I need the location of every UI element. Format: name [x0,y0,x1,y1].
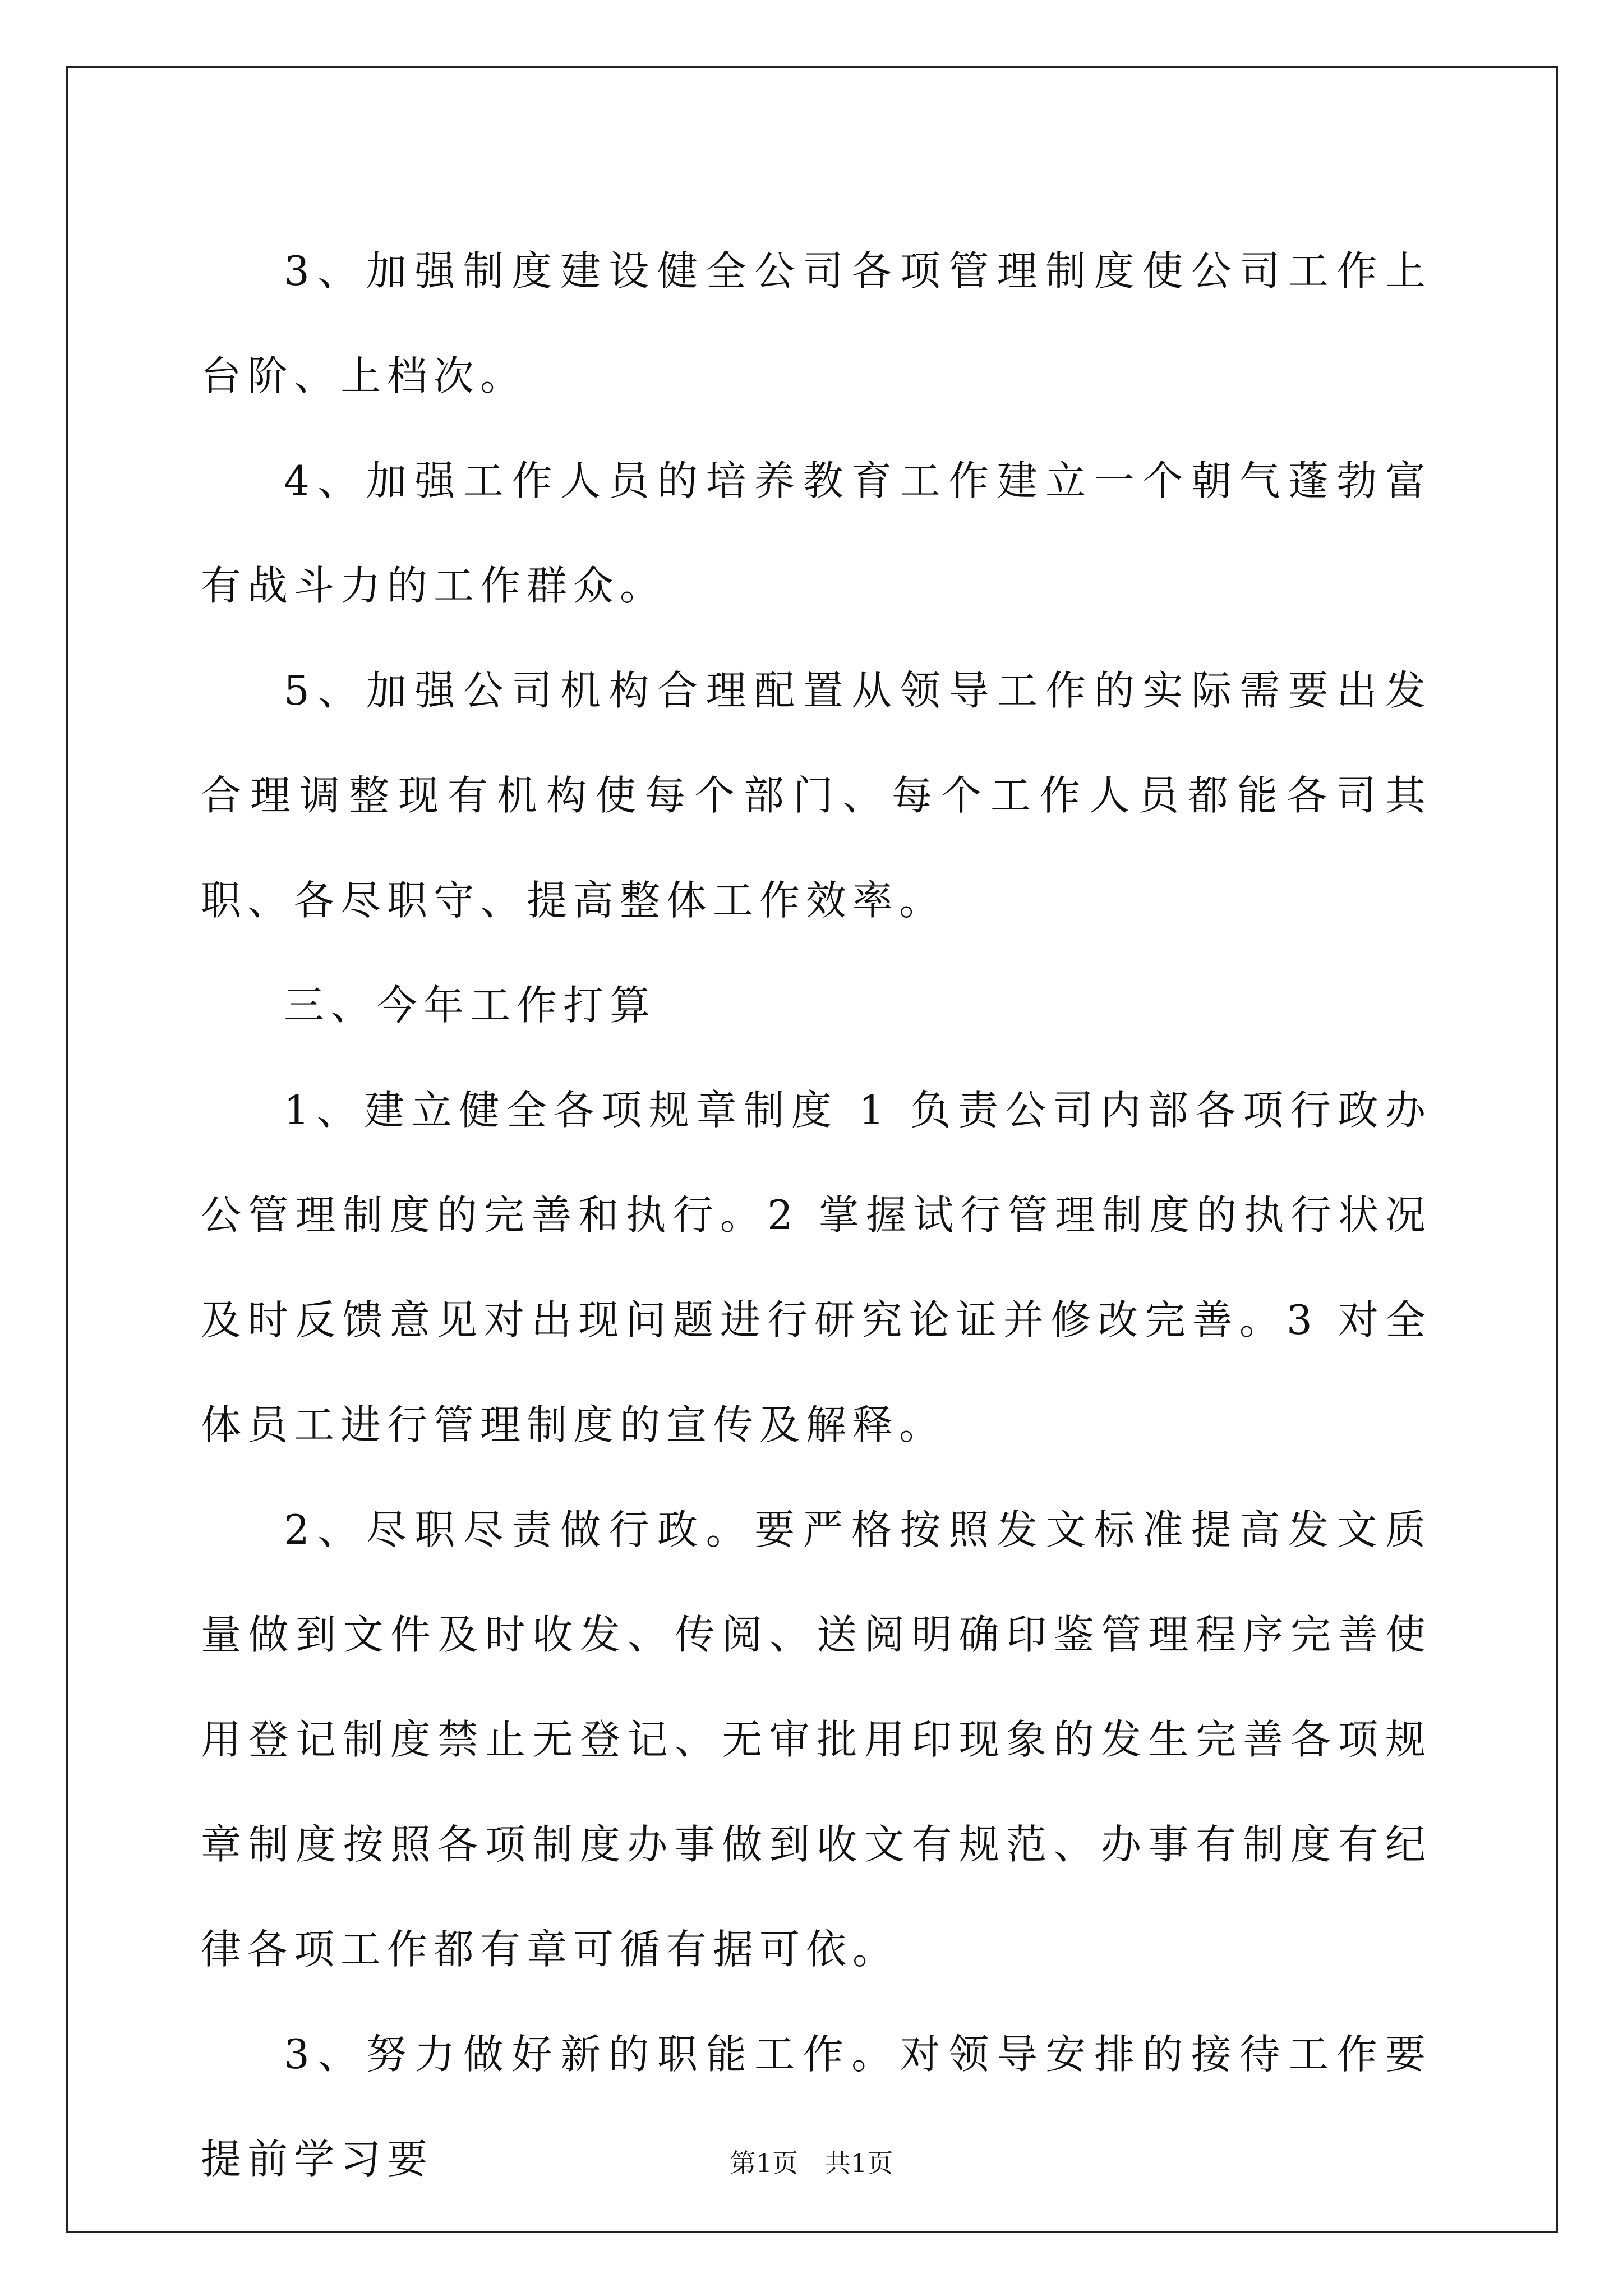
paragraph: 5、加强公司机构合理配置从领导工作的实际需要出发合理调整现有机构使每个部门、每个工作人员都能各司其职、各尽职守、提高整体工作效率。 [201,667,1432,924]
page-footer [0,2143,1623,2180]
page-number: 第1页 [730,2148,798,2178]
section-heading: 三、今年工作打算 [284,982,657,1029]
page-total: 共1页 [825,2148,893,2178]
document-body [201,219,1432,2212]
paragraph: 4、加强工作人员的培养教育工作建立一个朝气蓬勃富有战斗力的工作群众。 [201,457,1432,609]
paragraph: 3、加强制度建设健全公司各项管理制度使公司工作上台阶、上档次。 [201,247,1432,399]
paragraph: 2、尽职尽责做行政。要严格按照发文标准提高发文质量做到文件及时收发、传阅、送阅明确印鉴管理程序完善使用登记制度禁止无登记、无审批用印现象的发生完善各项规章制度按照各项制度办事做到收文有规范、办事有制度有纪律各项工作都有章可循有据可依。 [201,1506,1432,1973]
paragraph: 3、努力做好新的职能工作。对领导安排的接待工作要提前学习要 [201,2031,1432,2183]
paragraph: 1、建立健全各项规章制度 1 负责公司内部各项行政办公管理制度的完善和执行。2 掌握试行管理制度的执行状况及时反馈意见对出现问题进行研究论证并修改完善。3 对全体员工进行管理制度的宣传及解释。 [201,1087,1432,1448]
